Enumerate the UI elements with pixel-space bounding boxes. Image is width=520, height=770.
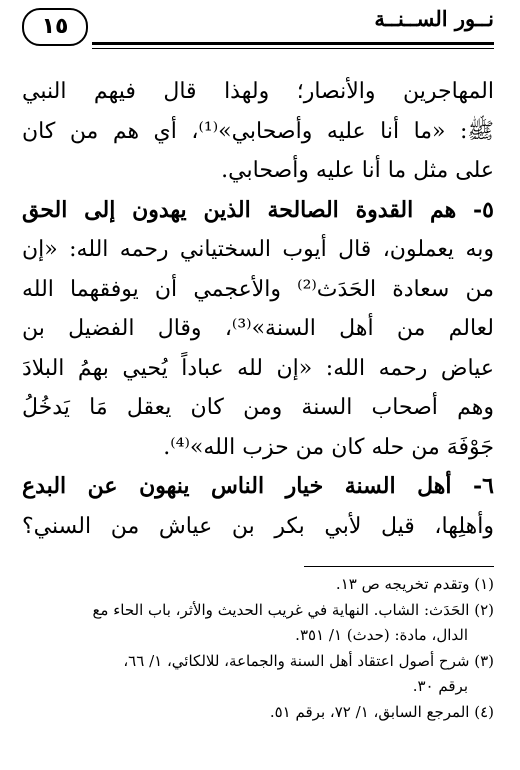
header-rule-thick xyxy=(92,42,494,45)
text-line: لعالم من أهل السنة»⁽³⁾، وقال الفضيل بن xyxy=(22,316,494,341)
text-line: من سعادة الحَدَث⁽²⁾ والأعجمي أن يوفقهما الله xyxy=(22,276,494,302)
section-heading-line: ٥- هم القدوة الصالحة الذين يهدون إلى الحق xyxy=(22,196,494,223)
text-line: ﷺ: «ما أنا عليه وأصحابي»⁽¹⁾، أي هم من كان xyxy=(22,118,494,144)
footnote-continuation: برقم ٣٠. xyxy=(412,677,468,695)
footnote: (١) وتقدم تخريجه ص ١٣. xyxy=(335,575,494,593)
footnote: (٤) المرجع السابق، ١/ ٧٢، برقم ٥١. xyxy=(269,702,494,721)
text-line: وأهلِها، قيل لأبي بكر بن عياش من السني؟ xyxy=(22,513,494,539)
page-number: ١٥ xyxy=(22,8,88,46)
text-line: عياض رحمه الله: «إن لله عباداً يُحيي بهمُ البلادَ xyxy=(22,355,494,381)
page-header xyxy=(22,6,494,56)
text-line: على مثل ما أنا عليه وأصحابي. xyxy=(221,158,494,183)
footnote-separator xyxy=(304,566,494,567)
footnote: (٣) شرح أصول اعتقاد أهل السنة والجماعة، للالكائي، ١/ ٦٦، xyxy=(123,651,494,670)
running-title: نــور الســنــة xyxy=(374,6,494,31)
footnote: (٢) الحَدَث: الشاب. النهاية في غريب الحديث والأثر، باب الحاء مع xyxy=(92,600,494,619)
text-line: جَوْفَهَ من حله كان من حزب الله»⁽⁴⁾. xyxy=(163,434,494,460)
header-rule-thin xyxy=(92,48,494,49)
footnote-continuation: الدال، مادة: (حدث) ١/ ٣٥١. xyxy=(295,626,468,644)
text-line: وبه يعملون، قال أيوب السختياني رحمه الله: «إن xyxy=(22,237,494,262)
text-line: المهاجرين والأنصار؛ ولهذا قال فيهم النبي xyxy=(22,79,494,104)
text-line: وهم أصحاب السنة ومن كان يعقل مَا يَدخُلُ xyxy=(22,395,494,420)
footnotes xyxy=(22,572,494,725)
main-text xyxy=(22,72,494,546)
section-heading-line: ٦- أهل السنة خيار الناس ينهون عن البدع xyxy=(22,473,494,499)
